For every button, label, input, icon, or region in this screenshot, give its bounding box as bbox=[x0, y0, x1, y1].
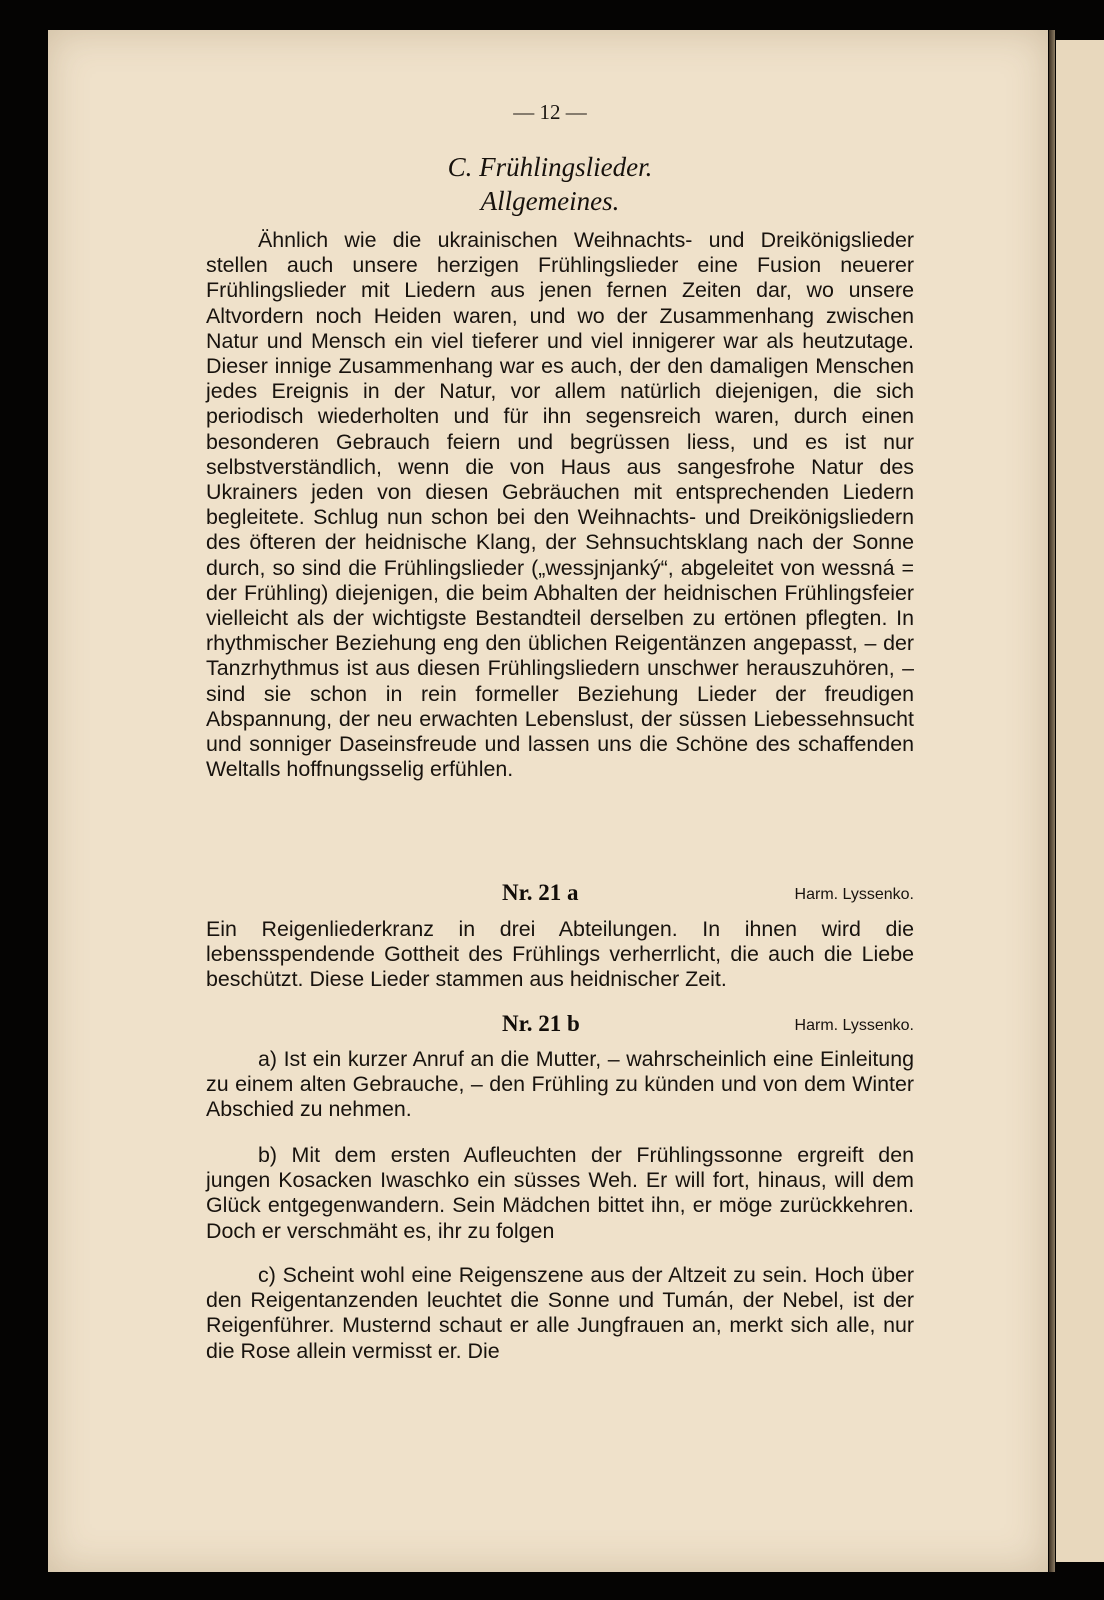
nr21a-harmonizer: Harm. Lyssenko. bbox=[794, 886, 914, 903]
adjacent-page-edge bbox=[1056, 40, 1104, 1562]
nr21b-harmonizer: Harm. Lyssenko. bbox=[794, 1017, 914, 1034]
nr21a-label: Nr. 21 a bbox=[502, 880, 579, 905]
section-title: C. Frühlingslieder. bbox=[447, 152, 653, 182]
page-number: — 12 — bbox=[513, 100, 587, 124]
book-gutter bbox=[1049, 30, 1055, 1572]
intro-paragraph: Ähnlich wie die ukrainischen Weihnachts- und Dreikönigslieder stellen auch unsere herzigen Frühlingslieder eine Fusion neuerer Frühlingslieder mit Liedern aus jenen fernen Zeiten dar, wo unsere Altvordern noch Heiden waren, und wo der Zusammenhang zwischen Natur und Mensch ein viel tieferer und viel innigerer war als heutzutage. Dieser innige Zusammenhang war es auch, der den damaligen Menschen jedes Ereignis in der Natur, vor allem natürlich diejenigen, die sich periodisch wiederholten und für ihn segensreich waren, durch einen besonderen Gebrauch feiern und begrüssen liess, und es ist nur selbstverständlich, wenn die von Haus aus sangesfrohe Natur des Ukrainers jeden von diesen Gebräuchen mit entsprechenden Liedern begleitete. Schlug nun schon bei den Weihnachts- und Dreikönigsliedern des öfteren der heidnische Klang, der Sehnsuchtsklang nach der Sonne durch, so sind die Frühlingslieder („wessjnjanký“, abgeleitet von wessná = der Frühling) diejenigen, die beim Abhalten der heidnischen Frühlingsfeier vielleicht als der wichtigste Bestandteil derselben zu ertönen pflegten. In rhythmischer Beziehung eng den üblichen Reigentänzen angepasst, – der Tanzrhythmus ist aus diesen Frühlingsliedern unschwer herauszuhören, – sind sie schon in rein formeller Beziehung Lieder der freudigen Abspannung, der neu erwachten Lebenslust, der süssen Liebessehnsucht und sonniger Daseinsfreude und lassen uns die Schöne des schaffenden Weltalls hoffnungsselig erfühlen. bbox=[206, 228, 914, 782]
nr21b-part-a: a) Ist ein kurzer Anruf an die Mutter, – wahrscheinlich eine Einleitung zu einem alten Gebrauche, – den Frühling zu künden und von dem Winter Abschied zu nehmen. bbox=[206, 1047, 914, 1122]
nr21b-label: Nr. 21 b bbox=[502, 1011, 580, 1036]
nr21b-part-c: c) Scheint wohl eine Reigenszene aus der Altzeit zu sein. Hoch über den Reigentanzenden leuchtet die Sonne und Tumán, der Nebel, ist der Reigenführer. Musternd schaut er alle Jungfrauen an, merkt sich alle, nur die Rose allein vermisst er. Die bbox=[206, 1263, 914, 1363]
nr21a-description: Ein Reigenliederkranz in drei Abteilungen. In ihnen wird die lebensspendende Gottheit des Frühlings verherrlicht, die auch die Liebe beschützt. Diese Lieder stammen aus heidnischer Zeit. bbox=[206, 917, 914, 992]
section-subtitle: Allgemeines. bbox=[480, 186, 620, 216]
nr21a-header bbox=[206, 880, 914, 910]
nr21b-header bbox=[206, 1011, 914, 1041]
nr21b-part-b: b) Mit dem ersten Aufleuchten der Frühlingssonne ergreift den jungen Kosacken Iwaschko ein süsses Weh. Er will fort, hinaus, will dem Glück entgegenwandern. Sein Mädchen bittet ihn, er möge zurückkehren. Doch er verschmäht es, ihr zu folgen bbox=[206, 1143, 914, 1243]
